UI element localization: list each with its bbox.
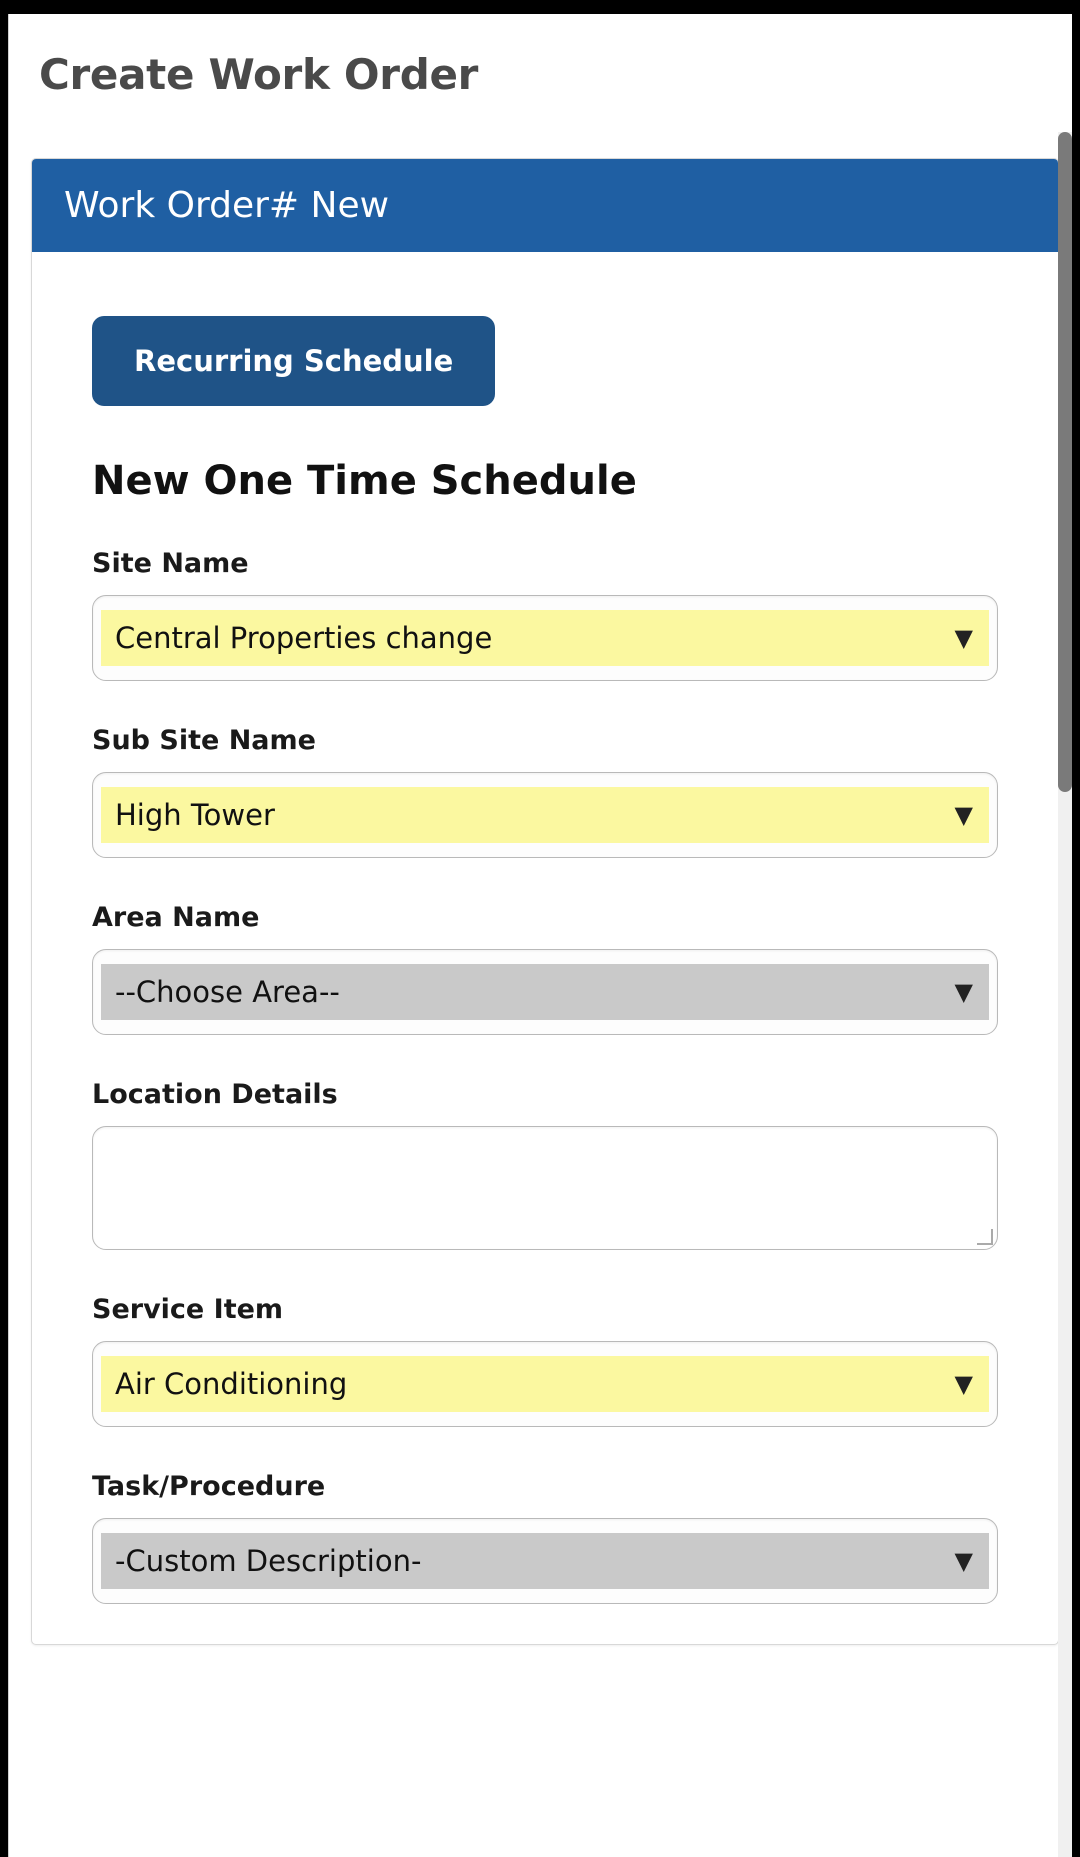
field-label-service-item: Service Item [92,1294,284,1325]
area-name-value: --Choose Area-- [115,975,340,1009]
service-item-value: Air Conditioning [115,1367,348,1401]
field-task-procedure [92,1471,998,1604]
app-viewport [8,14,1072,1857]
area-name-select-inner[interactable] [101,964,989,1020]
field-site-name [92,548,998,681]
field-service-item [92,1294,998,1427]
field-label-sub-site-name: Sub Site Name [92,725,316,756]
service-item-select-inner[interactable] [101,1356,989,1412]
area-name-select[interactable] [92,949,998,1035]
recurring-schedule-button[interactable]: Recurring Schedule [92,316,495,406]
chevron-down-icon: ▼ [954,801,973,829]
sub-site-name-value: High Tower [115,798,275,832]
sub-site-name-select-inner[interactable] [101,787,989,843]
field-label-location-details: Location Details [92,1079,338,1110]
page-title: Create Work Order [39,50,479,99]
service-item-select[interactable] [92,1341,998,1427]
sub-site-name-select[interactable] [92,772,998,858]
site-name-select[interactable] [92,595,998,681]
site-name-value: Central Properties change [115,621,493,655]
field-label-site-name: Site Name [92,548,249,579]
task-procedure-value: -Custom Description- [115,1544,422,1578]
field-sub-site-name [92,725,998,858]
work-order-card [31,158,1059,1645]
field-area-name [92,902,998,1035]
section-title: New One Time Schedule [92,458,637,504]
work-order-header: Work Order# New [32,159,1058,252]
location-details-textarea[interactable] [92,1126,998,1250]
work-order-form [32,252,1058,1644]
chevron-down-icon: ▼ [954,978,973,1006]
task-procedure-select-inner[interactable] [101,1533,989,1589]
site-name-select-inner[interactable] [101,610,989,666]
chevron-down-icon: ▼ [954,1370,973,1398]
field-label-area-name: Area Name [92,902,260,933]
chevron-down-icon: ▼ [954,624,973,652]
chevron-down-icon: ▼ [954,1547,973,1575]
task-procedure-select[interactable] [92,1518,998,1604]
page-scrollbar-thumb[interactable] [1058,132,1072,792]
field-location-details [92,1079,998,1250]
field-label-task-procedure: Task/Procedure [92,1471,326,1502]
